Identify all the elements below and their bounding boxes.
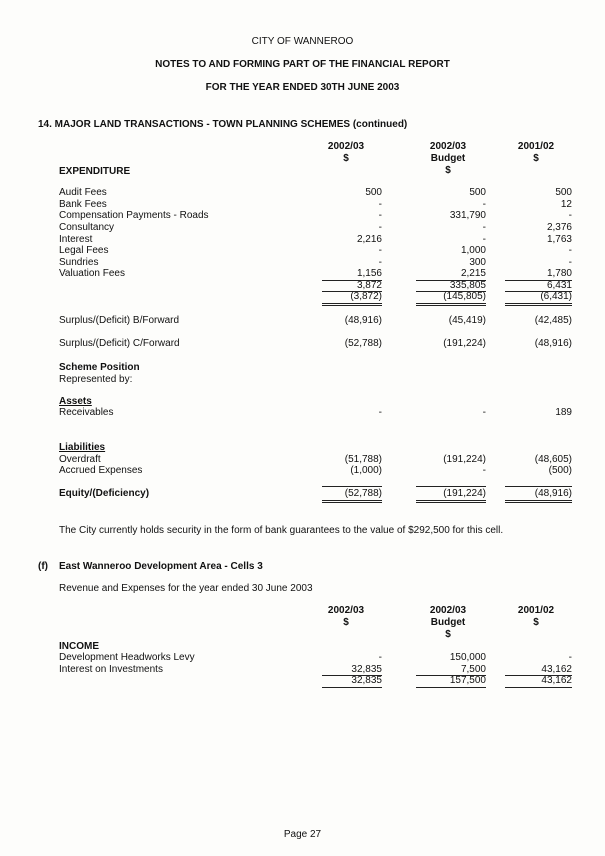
cell-value: (191,224) (443, 338, 486, 349)
cell-value: (1,000) (350, 465, 382, 476)
row-label: Bank Fees (59, 199, 107, 210)
cell-value: (500) (548, 465, 572, 476)
net-value: (3,872) (350, 291, 382, 302)
cell-value: - (568, 245, 572, 256)
scheme-position-heading: Scheme Position (59, 362, 140, 373)
row-label: Receivables (59, 407, 114, 418)
row-label: Development Headworks Levy (59, 652, 195, 663)
cell-value: 43,162 (541, 664, 572, 675)
liabilities-heading: Liabilities (59, 442, 106, 453)
section-f-marker: (f) (38, 561, 48, 572)
total-value: 43,162 (541, 675, 572, 686)
section-f-subtitle: Revenue and Expenses for the year ended 30 June 2003 (59, 583, 313, 594)
cell-value: (52,788) (344, 338, 382, 349)
section-14-title: 14. MAJOR LAND TRANSACTIONS - TOWN PLANNING SCHEMES (continued) (38, 119, 408, 130)
cell-value: 2,215 (460, 268, 486, 279)
cell-value: (48,916) (344, 315, 382, 326)
double-rule (505, 303, 572, 306)
double-rule (416, 303, 486, 306)
col-header-budget: 2002/03 Budget $ (429, 141, 467, 176)
cell-value: - (482, 465, 486, 476)
row-label: Compensation Payments - Roads (59, 210, 209, 221)
cell-value: 2,376 (546, 222, 572, 233)
cell-value: - (568, 257, 572, 268)
cell-value: 500 (365, 187, 382, 198)
total-value: 335,805 (449, 280, 486, 291)
notes-title: NOTES TO AND FORMING PART OF THE FINANCIAL REPORT (155, 59, 450, 70)
assets-heading: Assets (59, 396, 92, 407)
cell-value: (48,605) (534, 454, 572, 465)
cell-value: 150,000 (449, 652, 486, 663)
col-header-2002-03: 2002/03 $ (327, 605, 365, 628)
row-label: Surplus/(Deficit) C/Forward (59, 338, 180, 349)
total-value: 6,431 (546, 280, 572, 291)
cell-value: - (568, 652, 572, 663)
cell-value: (52,788) (344, 488, 382, 499)
cell-value: - (482, 234, 486, 245)
net-value: (6,431) (540, 291, 572, 302)
double-rule (505, 500, 572, 503)
col-header-budget: 2002/03 Budget $ (429, 605, 467, 640)
cell-value: 1,763 (546, 234, 572, 245)
cell-value: 331,790 (449, 210, 486, 221)
row-label: Valuation Fees (59, 268, 125, 279)
rule (505, 687, 572, 688)
cell-value: 1,000 (460, 245, 486, 256)
row-label: Equity/(Deficiency) (59, 488, 150, 499)
cell-value: - (482, 407, 486, 418)
row-label: Interest on Investments (59, 664, 163, 675)
col-header-2001-02: 2001/02 $ (517, 141, 555, 164)
row-label: Audit Fees (59, 187, 107, 198)
rule (322, 486, 382, 487)
row-label: Overdraft (59, 454, 101, 465)
income-heading: INCOME (59, 641, 99, 652)
cell-value: - (378, 407, 382, 418)
cell-value: - (378, 652, 382, 663)
double-rule (322, 303, 382, 306)
cell-value: (48,916) (534, 488, 572, 499)
cell-value: - (378, 222, 382, 233)
row-label: Sundries (59, 257, 99, 268)
represented-by: Represented by: (59, 374, 133, 385)
cell-value: - (378, 257, 382, 268)
col-header-2002-03: 2002/03 $ (327, 141, 365, 164)
col-header-2001-02: 2001/02 $ (517, 605, 555, 628)
rule (322, 687, 382, 688)
cell-value: - (378, 210, 382, 221)
cell-value: (191,224) (443, 488, 486, 499)
cell-value: - (568, 210, 572, 221)
total-value: 32,835 (351, 675, 382, 686)
cell-value: - (378, 199, 382, 210)
row-label: Consultancy (59, 222, 115, 233)
cell-value: (45,419) (448, 315, 486, 326)
org-name: CITY OF WANNEROO (251, 36, 354, 47)
cell-value: 500 (469, 187, 486, 198)
row-label: Interest (59, 234, 93, 245)
cell-value: - (378, 245, 382, 256)
cell-value: 7,500 (460, 664, 486, 675)
cell-value: 300 (469, 257, 486, 268)
double-rule (416, 500, 486, 503)
row-label: Accrued Expenses (59, 465, 143, 476)
total-value: 3,872 (356, 280, 382, 291)
row-label: Surplus/(Deficit) B/Forward (59, 315, 180, 326)
net-value: (145,805) (443, 291, 486, 302)
cell-value: 1,156 (356, 268, 382, 279)
security-note: The City currently holds security in the form of bank guarantees to the value of $292,500 for this cell. (59, 525, 504, 536)
cell-value: - (482, 222, 486, 233)
cell-value: 1,780 (546, 268, 572, 279)
rule (505, 486, 572, 487)
cell-value: 189 (555, 407, 572, 418)
cell-value: 2,216 (356, 234, 382, 245)
cell-value: (51,788) (344, 454, 382, 465)
cell-value: 500 (555, 187, 572, 198)
row-label: Legal Fees (59, 245, 109, 256)
period-title: FOR THE YEAR ENDED 30TH JUNE 2003 (205, 82, 400, 93)
cell-value: 32,835 (351, 664, 382, 675)
double-rule (322, 500, 382, 503)
rule (416, 486, 486, 487)
rule (416, 687, 486, 688)
cell-value: (191,224) (443, 454, 486, 465)
expenditure-heading: EXPENDITURE (59, 166, 131, 177)
cell-value: (48,916) (534, 338, 572, 349)
cell-value: (42,485) (534, 315, 572, 326)
cell-value: 12 (560, 199, 572, 210)
cell-value: - (482, 199, 486, 210)
section-f-title: East Wanneroo Development Area - Cells 3 (59, 561, 263, 572)
page-number: Page 27 (283, 829, 322, 840)
total-value: 157,500 (449, 675, 486, 686)
